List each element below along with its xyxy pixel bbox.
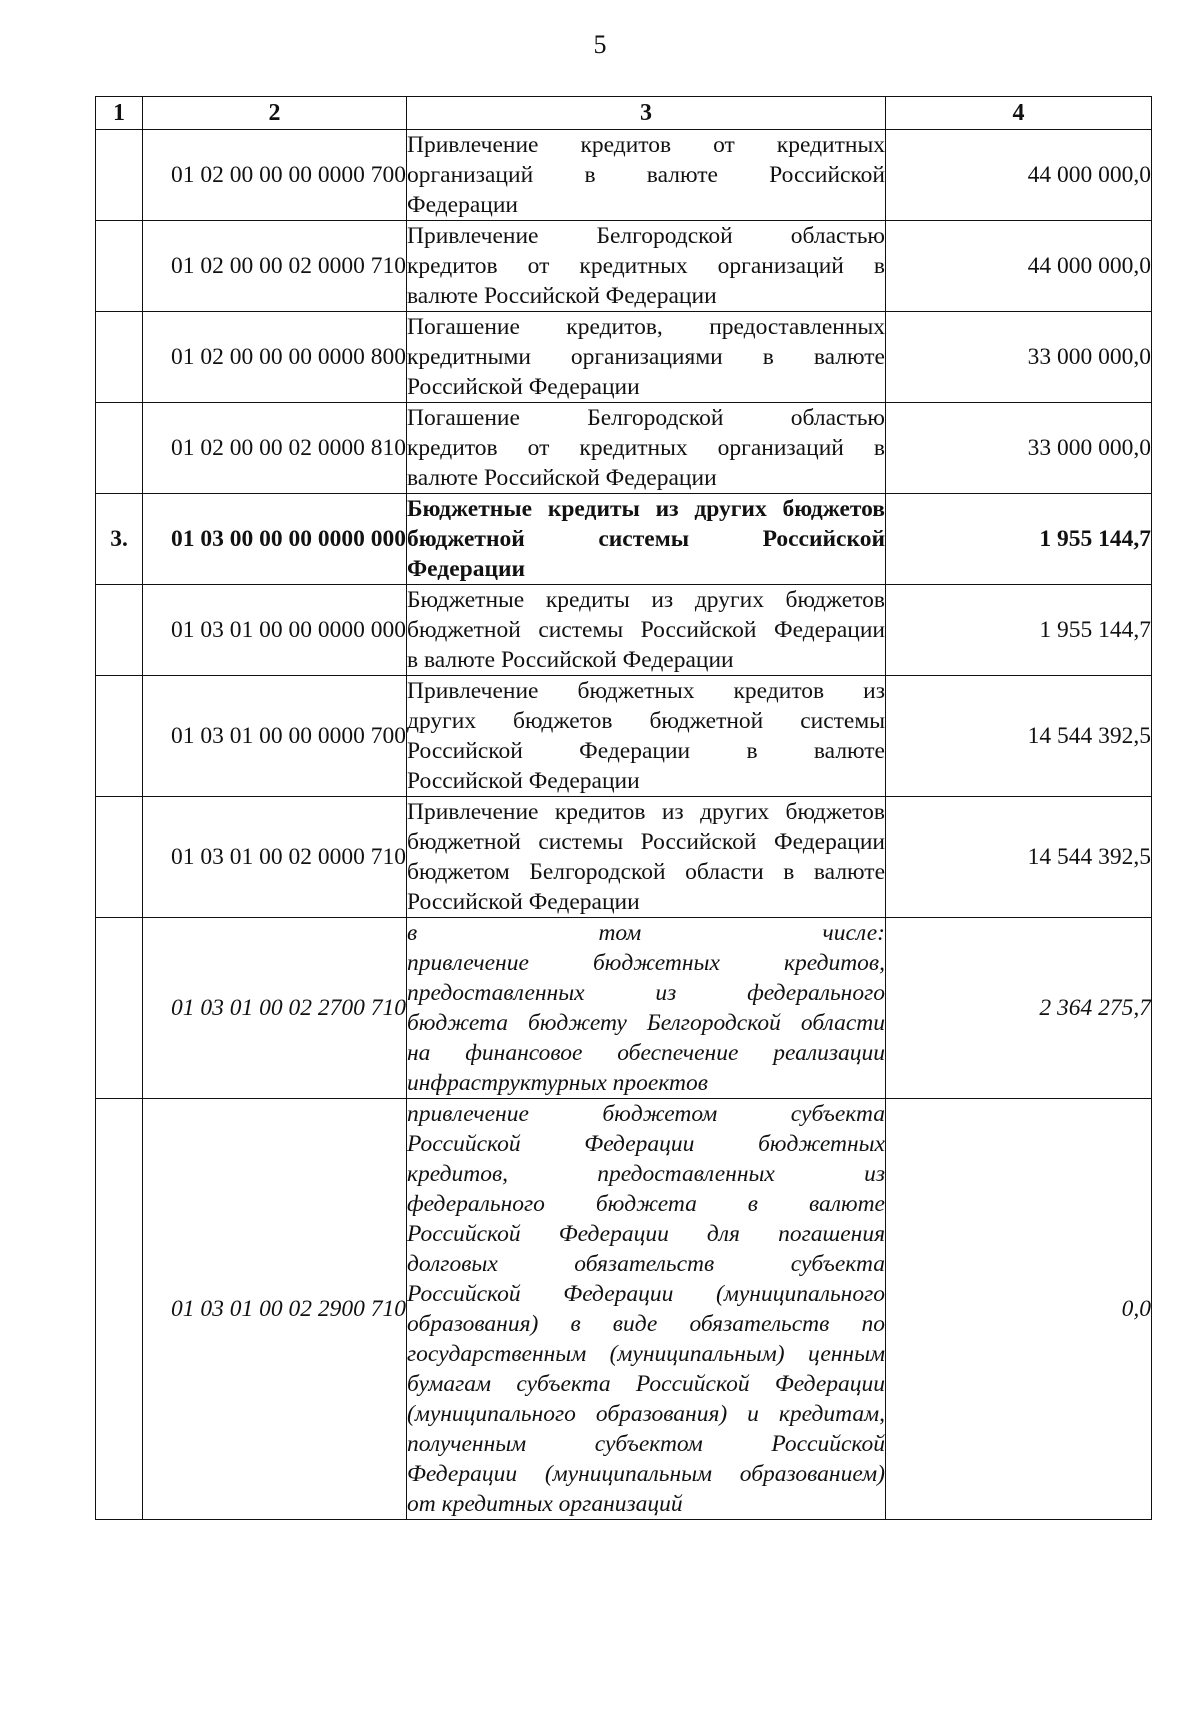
description-line: кредитов от кредитных организаций в [407,435,885,461]
row-number: 3. [96,494,143,585]
description-line: валюте Российской Федерации [407,283,717,309]
table-row [96,797,1152,918]
row-description [407,585,886,676]
amount-value: 44 000 000,0 [886,221,1152,312]
row-description [407,221,886,312]
amount-value: 0,0 [886,1099,1152,1520]
description-line: Погашение кредитов, предоставленных [407,314,885,340]
header-col-1: 1 [96,97,143,130]
description-line: Российской Федерации [407,889,640,915]
row-number [96,403,143,494]
description-line: бюджетной системы Российской [407,526,885,552]
description-line: бюджета бюджету Белгородской области [407,1010,885,1036]
budget-code: 01 02 00 00 02 0000 710 [143,221,407,312]
budget-code: 01 02 00 00 00 0000 700 [143,130,407,221]
table-row [96,676,1152,797]
description-line: Федерации [407,192,518,218]
description-line: Российской Федерации в валюте [407,738,885,764]
amount-value: 44 000 000,0 [886,130,1152,221]
header-col-2: 2 [143,97,407,130]
description-line: Федерации (муниципальным образованием) [407,1461,885,1487]
description-line: Российской Федерации [407,374,640,400]
budget-code: 01 03 01 00 00 0000 000 [143,585,407,676]
description-line: Привлечение кредитов из других бюджетов [407,799,885,825]
amount-value: 14 544 392,5 [886,676,1152,797]
description-line: других бюджетов бюджетной системы [407,708,885,734]
table-header-row [96,97,1152,130]
description-line: Бюджетные кредиты из других бюджетов [407,496,885,522]
row-description [407,494,886,585]
row-description [407,403,886,494]
description-line: Российской Федерации бюджетных [407,1131,885,1157]
table-body [96,130,1152,1520]
amount-value: 1 955 144,7 [886,585,1152,676]
amount-value: 2 364 275,7 [886,918,1152,1099]
table-row [96,130,1152,221]
description-line: образования) в виде обязательств по [407,1311,885,1337]
description-line: Привлечение кредитов от кредитных [407,132,885,158]
description-line: (муниципального образования) и кредитам, [407,1401,885,1427]
description-line: Российской Федерации для погашения [407,1221,885,1247]
amount-value: 1 955 144,7 [886,494,1152,585]
row-number [96,676,143,797]
description-line: полученным субъектом Российской [407,1431,885,1457]
row-description [407,1099,886,1520]
description-line: Российской Федерации [407,768,640,794]
description-line: государственным (муниципальным) ценным [407,1341,885,1367]
row-number [96,585,143,676]
description-line: бюджетом Белгородской области в валюте [407,859,885,885]
row-number [96,797,143,918]
budget-code: 01 03 01 00 02 2700 710 [143,918,407,1099]
description-line: кредитов от кредитных организаций в [407,253,885,279]
table-row [96,585,1152,676]
description-line: инфраструктурных проектов [407,1070,708,1096]
description-line: привлечение бюджетных кредитов, [407,950,885,976]
budget-code: 01 03 01 00 02 2900 710 [143,1099,407,1520]
description-line: Федерации [407,556,526,582]
description-line: Российской Федерации (муниципального [407,1281,885,1307]
description-line: бюджетной системы Российской Федерации [407,617,885,643]
description-line: в том числе: [407,920,885,946]
description-line: Привлечение Белгородской областью [407,223,885,249]
table-row [96,221,1152,312]
budget-code: 01 02 00 00 02 0000 810 [143,403,407,494]
row-number [96,312,143,403]
row-description [407,130,886,221]
description-line: кредитными организациями в валюте [407,344,885,370]
description-line: от кредитных организаций [407,1491,683,1517]
description-line: федерального бюджета в валюте [407,1191,885,1217]
amount-value: 33 000 000,0 [886,312,1152,403]
header-col-3: 3 [407,97,886,130]
table-row [96,403,1152,494]
description-line: привлечение бюджетом субъекта [407,1101,885,1127]
description-line: Привлечение бюджетных кредитов из [407,678,885,704]
amount-value: 14 544 392,5 [886,797,1152,918]
description-line: валюте Российской Федерации [407,465,717,491]
description-line: долговых обязательств субъекта [407,1251,885,1277]
description-line: бумагам субъекта Российской Федерации [407,1371,885,1397]
table-row [96,918,1152,1099]
budget-sources-table [95,96,1152,1520]
description-line: предоставленных из федерального [407,980,885,1006]
table-row [96,312,1152,403]
description-line: бюджетной системы Российской Федерации [407,829,885,855]
header-col-4: 4 [886,97,1152,130]
budget-code: 01 03 01 00 00 0000 700 [143,676,407,797]
budget-code: 01 02 00 00 00 0000 800 [143,312,407,403]
row-number [96,918,143,1099]
description-line: организаций в валюте Российской [407,162,885,188]
page-number: 5 [593,30,607,59]
description-line: Бюджетные кредиты из других бюджетов [407,587,885,613]
row-number [96,130,143,221]
description-line: кредитов, предоставленных из [407,1161,885,1187]
amount-value: 33 000 000,0 [886,403,1152,494]
row-number [96,221,143,312]
budget-code: 01 03 01 00 02 0000 710 [143,797,407,918]
description-line: Погашение Белгородской областью [407,405,885,431]
table-row [96,1099,1152,1520]
budget-code: 01 03 00 00 00 0000 000 [143,494,407,585]
row-description [407,312,886,403]
description-line: на финансовое обеспечение реализации [407,1040,885,1066]
description-line: в валюте Российской Федерации [407,647,734,673]
row-description [407,676,886,797]
row-number [96,1099,143,1520]
row-description [407,797,886,918]
table-row [96,494,1152,585]
row-description [407,918,886,1099]
